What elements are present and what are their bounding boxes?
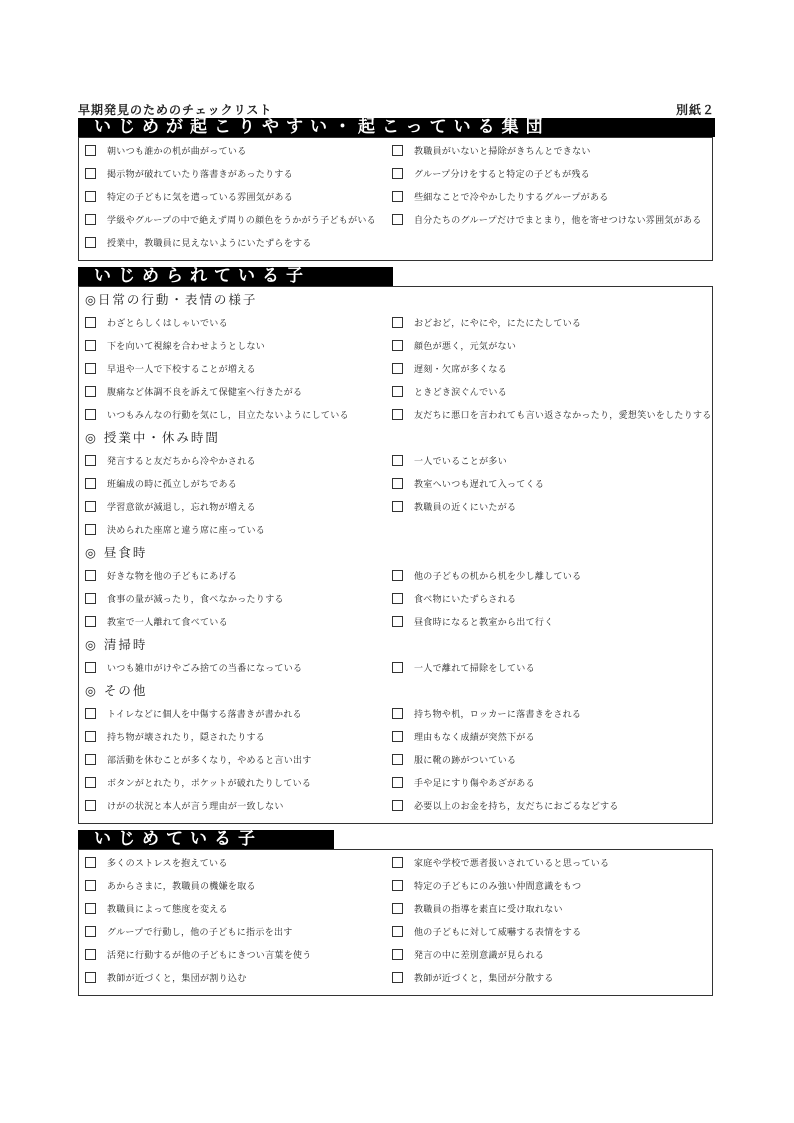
checkbox[interactable] xyxy=(85,800,96,811)
section-banner-victim: いじめられている子 xyxy=(78,267,393,286)
checklist-item xyxy=(388,707,712,720)
checkbox[interactable] xyxy=(85,386,96,397)
checklist-item-label: 活発に行動するが他の子どもにきつい言葉を使う xyxy=(107,951,312,961)
checkbox[interactable] xyxy=(392,363,403,374)
checklist-item xyxy=(388,167,712,180)
checklist-item xyxy=(388,477,712,490)
checkbox[interactable] xyxy=(85,857,96,868)
checklist-item xyxy=(79,753,388,766)
checklist-item-label: いつもみんなの行動を気にし，目立たないようにしている xyxy=(107,411,349,421)
checklist-row xyxy=(79,185,712,208)
checklist-item xyxy=(79,615,388,628)
checklist-row xyxy=(79,357,712,380)
checklist-item-label: 部活動を休むことが多くなり，やめると言い出す xyxy=(107,756,312,766)
checklist-item xyxy=(79,523,388,536)
section-box-victim xyxy=(78,286,713,824)
checklist-item-label: 教師が近づくと，集団が分散する xyxy=(414,974,554,984)
checkbox[interactable] xyxy=(392,340,403,351)
document-title: 早期発見のためのチェックリスト xyxy=(78,103,273,117)
checklist-item xyxy=(79,948,388,961)
checklist-item-label: 教職員の指導を素直に受け取れない xyxy=(414,905,563,915)
checklist-row xyxy=(79,587,712,610)
checklist-item xyxy=(388,144,712,157)
checkbox[interactable] xyxy=(85,880,96,891)
checkbox[interactable] xyxy=(85,754,96,765)
checklist-item xyxy=(79,454,388,467)
checklist-item-label: 学級やグループの中で絶えず周りの顔色をうかがう子どもがいる xyxy=(107,216,376,226)
checkbox[interactable] xyxy=(85,777,96,788)
checkbox[interactable] xyxy=(85,409,96,420)
checkbox[interactable] xyxy=(85,731,96,742)
checklist-item xyxy=(79,707,388,720)
checklist-row xyxy=(79,449,712,472)
checklist-item xyxy=(79,776,388,789)
checklist-item xyxy=(388,362,712,375)
checklist-item xyxy=(79,925,388,938)
checklist-item xyxy=(79,661,388,674)
checklist-row xyxy=(79,472,712,495)
checklist-row xyxy=(79,851,712,874)
checklist-item xyxy=(79,408,388,421)
checklist-item-label: 早退や一人で下校することが増える xyxy=(107,365,256,375)
checkbox[interactable] xyxy=(392,593,403,604)
checkbox[interactable] xyxy=(392,949,403,960)
checklist-item xyxy=(79,569,388,582)
checklist-item-label: 一人で離れて掃除をしている xyxy=(414,664,535,674)
checkbox[interactable] xyxy=(85,237,96,248)
checklist-item xyxy=(388,776,712,789)
checklist-item xyxy=(388,948,712,961)
checklist-item xyxy=(79,316,388,329)
checklist-row xyxy=(79,702,712,725)
checkbox[interactable] xyxy=(392,616,403,627)
checklist-item-label: 食べ物にいたずらされる xyxy=(414,595,517,605)
checklist-row xyxy=(79,208,712,231)
checklist-item-label: 家庭や学校で悪者扱いされていると思っている xyxy=(414,859,610,869)
checkbox[interactable] xyxy=(392,857,403,868)
checklist-row xyxy=(79,518,712,541)
checkbox[interactable] xyxy=(392,191,403,202)
checklist-item-label: ときどき涙ぐんでいる xyxy=(414,388,508,398)
checkbox[interactable] xyxy=(392,478,403,489)
checklist-row xyxy=(79,943,712,966)
checklist-item xyxy=(79,500,388,513)
checkbox[interactable] xyxy=(392,800,403,811)
checklist-item-label: グループで行動し，他の子どもに指示を出す xyxy=(107,928,293,938)
checkbox[interactable] xyxy=(392,708,403,719)
checklist-item-label: わざとらしくはしゃいでいる xyxy=(107,319,228,329)
checklist-row xyxy=(79,897,712,920)
checklist-item-label: けがの状況と本人が言う理由が一致しない xyxy=(107,802,284,812)
checklist-item xyxy=(79,144,388,157)
checklist-row xyxy=(79,403,712,426)
checklist-row xyxy=(79,380,712,403)
checklist-row xyxy=(79,874,712,897)
checkbox[interactable] xyxy=(85,662,96,673)
checkbox[interactable] xyxy=(85,570,96,581)
checklist-row xyxy=(79,794,712,817)
checklist-item xyxy=(79,971,388,984)
checkbox[interactable] xyxy=(392,662,403,673)
checklist-item-label: 他の子どもの机から机を少し離している xyxy=(414,572,582,582)
checklist-item xyxy=(388,902,712,915)
document-header xyxy=(78,96,715,118)
checklist-item-label: 教職員によって態度を変える xyxy=(107,905,228,915)
checklist-item-label: 下を向いて視線を合わせようとしない xyxy=(107,342,266,352)
checklist-item xyxy=(388,730,712,743)
checklist-item-label: 特定の子どもに気を遣っている雰囲気がある xyxy=(107,193,294,203)
checklist-item xyxy=(388,454,712,467)
checkbox[interactable] xyxy=(85,214,96,225)
checkbox[interactable] xyxy=(85,317,96,328)
checklist-item-label: 教職員がいないと掃除がきちんとできない xyxy=(414,147,591,157)
checklist-row xyxy=(79,139,712,162)
checklist-item-label: 特定の子どもにのみ強い仲間意識をもつ xyxy=(414,882,582,892)
checklist-item xyxy=(388,799,712,812)
checklist-item-label: 教職員の近くにいたがる xyxy=(414,503,517,513)
checklist-item-label: 多くのストレスを抱えている xyxy=(107,859,228,869)
checklist-item-label: 教師が近づくと，集団が割り込む xyxy=(107,974,247,984)
checklist-item-label: 遅刻・欠席が多くなる xyxy=(414,365,508,375)
checklist-item xyxy=(79,902,388,915)
subsection-heading: ◎日常の行動・表情の様子 xyxy=(85,292,258,307)
checkbox[interactable] xyxy=(392,168,403,179)
checklist-item xyxy=(79,362,388,375)
checklist-item-label: 自分たちのグループだけでまとまり，他を寄せつけない雰囲気がある xyxy=(414,216,702,226)
checklist-row xyxy=(79,231,712,254)
checklist-item-label: 友だちに悪口を言われても言い返さなかったり，愛想笑いをしたりする xyxy=(414,411,712,421)
checklist-item xyxy=(79,799,388,812)
section-banner-group: いじめが起こりやすい・起こっている集団 xyxy=(78,118,715,137)
checklist-item-label: 腹痛など体調不良を訴えて保健室へ行きたがる xyxy=(107,388,303,398)
checklist-item-label: 持ち物が壊されたり，隠されたりする xyxy=(107,733,266,743)
checkbox[interactable] xyxy=(85,501,96,512)
checklist-item-label: グループ分けをすると特定の子どもが残る xyxy=(414,170,590,180)
checklist-item xyxy=(79,730,388,743)
checkbox[interactable] xyxy=(85,168,96,179)
subsection-heading: ◎ 授業中・休み時間 xyxy=(85,430,220,445)
checkbox[interactable] xyxy=(85,340,96,351)
checklist-item-label: 好きな物を他の子どもにあげる xyxy=(107,572,238,582)
checklist-row xyxy=(79,966,712,989)
checklist-page xyxy=(78,96,715,996)
checkbox[interactable] xyxy=(85,191,96,202)
checkbox[interactable] xyxy=(85,708,96,719)
checklist-item xyxy=(388,592,712,605)
checkbox[interactable] xyxy=(392,455,403,466)
checklist-item xyxy=(388,339,712,352)
checkbox[interactable] xyxy=(392,926,403,937)
checklist-item-label: いつも雑巾がけやごみ捨ての当番になっている xyxy=(107,664,303,674)
checkbox[interactable] xyxy=(392,214,403,225)
subsection-heading: ◎ 昼食時 xyxy=(85,545,148,560)
checklist-item-label: 服に靴の跡がついている xyxy=(414,756,517,766)
checklist-item-label: 昼食時になると教室から出て行く xyxy=(414,618,554,628)
checklist-row xyxy=(79,656,712,679)
checklist-item-label: 発言すると友だちから冷やかされる xyxy=(107,457,256,467)
checkbox[interactable] xyxy=(85,903,96,914)
checklist-item-label: 授業中，教職員に見えないようにいたずらをする xyxy=(107,239,312,249)
checklist-item xyxy=(79,856,388,869)
checkbox[interactable] xyxy=(85,926,96,937)
checklist-item xyxy=(388,190,712,203)
checklist-item xyxy=(388,615,712,628)
checklist-item xyxy=(388,971,712,984)
checkbox[interactable] xyxy=(85,455,96,466)
checklist-row xyxy=(79,771,712,794)
checklist-item-label: 顔色が悪く，元気がない xyxy=(414,342,517,352)
checkbox[interactable] xyxy=(392,880,403,891)
checklist-row xyxy=(79,610,712,633)
checkbox[interactable] xyxy=(85,972,96,983)
checklist-item xyxy=(388,925,712,938)
checkbox[interactable] xyxy=(85,363,96,374)
checklist-item-label: 一人でいることが多い xyxy=(414,457,508,467)
checkbox[interactable] xyxy=(85,524,96,535)
checklist-row xyxy=(79,748,712,771)
checklist-item-label: 他の子どもに対して威嚇する表情をする xyxy=(414,928,582,938)
checklist-item-label: 些細なことで冷やかしたりするグループがある xyxy=(414,193,609,203)
checklist-item-label: 学習意欲が減退し，忘れ物が増える xyxy=(107,503,256,513)
checklist-item-label: 決められた座席と違う席に座っている xyxy=(107,526,266,536)
checklist-item xyxy=(79,879,388,892)
checklist-item-label: 朝いつも誰かの机が曲がっている xyxy=(107,147,247,157)
checklist-row xyxy=(79,725,712,748)
checkbox[interactable] xyxy=(392,570,403,581)
checkbox[interactable] xyxy=(85,478,96,489)
checklist-row xyxy=(79,495,712,518)
checklist-item-label: ボタンがとれたり，ポケットが破れたりしている xyxy=(107,779,312,789)
checkbox[interactable] xyxy=(392,409,403,420)
checklist-item-label: 必要以上のお金を持ち，友だちにおごるなどする xyxy=(414,802,619,812)
checklist-item xyxy=(79,190,388,203)
checklist-item xyxy=(388,661,712,674)
checklist-row xyxy=(79,564,712,587)
checklist-item xyxy=(388,316,712,329)
checkbox[interactable] xyxy=(85,593,96,604)
checkbox[interactable] xyxy=(392,777,403,788)
checkbox[interactable] xyxy=(392,501,403,512)
checklist-item-label: 食事の量が減ったり，食べなかったりする xyxy=(107,595,284,605)
checklist-item-label: あからさまに，教職員の機嫌を取る xyxy=(107,882,256,892)
checklist-item xyxy=(388,385,712,398)
checklist-row xyxy=(79,311,712,334)
checklist-item xyxy=(388,879,712,892)
section-banner-bully: いじめている子 xyxy=(78,830,334,849)
checklist-item xyxy=(79,236,388,249)
checklist-item xyxy=(79,592,388,605)
checkbox[interactable] xyxy=(392,386,403,397)
checklist-item xyxy=(388,500,712,513)
checklist-item-label: 発言の中に差別意識が見られる xyxy=(414,951,545,961)
checklist-item xyxy=(388,753,712,766)
checklist-item xyxy=(79,385,388,398)
checkbox[interactable] xyxy=(392,317,403,328)
checklist-item xyxy=(79,477,388,490)
checkbox[interactable] xyxy=(392,972,403,983)
checkbox[interactable] xyxy=(392,731,403,742)
subsection-heading: ◎ その他 xyxy=(85,683,148,698)
checkbox[interactable] xyxy=(85,616,96,627)
checklist-item-label: 持ち物や机，ロッカーに落書きをされる xyxy=(414,710,582,720)
checklist-item xyxy=(388,856,712,869)
checklist-row xyxy=(79,162,712,185)
section-box-group xyxy=(78,137,713,261)
checklist-item-label: 掲示物が破れていたり落書きがあったりする xyxy=(107,170,293,180)
subsection-heading: ◎ 清掃時 xyxy=(85,637,148,652)
checklist-item xyxy=(388,569,712,582)
checklist-item-label: 班編成の時に孤立しがちである xyxy=(107,480,238,490)
checkbox[interactable] xyxy=(392,754,403,765)
checklist-item-label: 教室で一人離れて食べている xyxy=(107,618,228,628)
checklist-item xyxy=(79,339,388,352)
section-box-bully xyxy=(78,849,713,996)
checklist-row xyxy=(79,920,712,943)
checkbox[interactable] xyxy=(392,145,403,156)
checkbox[interactable] xyxy=(85,145,96,156)
checklist-item-label: 教室へいつも遅れて入ってくる xyxy=(414,480,545,490)
checklist-row xyxy=(79,334,712,357)
checklist-item-label: おどおど，にやにや，にたにたしている xyxy=(414,319,582,329)
checkbox[interactable] xyxy=(85,949,96,960)
checklist-item xyxy=(79,213,388,226)
checkbox[interactable] xyxy=(392,903,403,914)
checklist-item-label: 理由もなく成績が突然下がる xyxy=(414,733,535,743)
checklist-item-label: トイレなどに個人を中傷する落書きが書かれる xyxy=(107,710,302,720)
annex-label: 別紙２ xyxy=(675,103,715,117)
checklist-item xyxy=(79,167,388,180)
checklist-item xyxy=(388,408,712,421)
checklist-item xyxy=(388,213,712,226)
checklist-item-label: 手や足にすり傷やあざがある xyxy=(414,779,535,789)
